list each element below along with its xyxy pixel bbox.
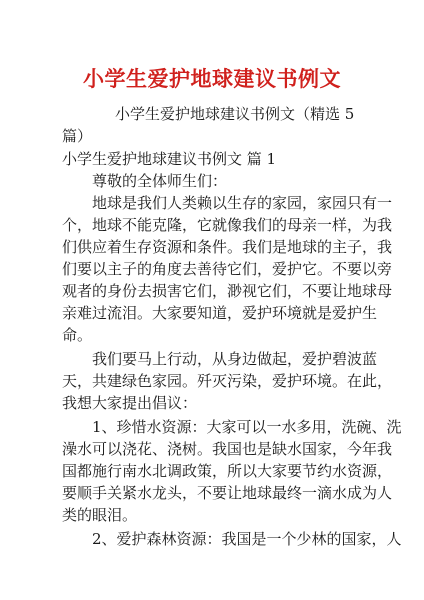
salutation: 尊敬的全体师生们： xyxy=(92,172,228,190)
paragraph-line: 我们要马上行动，从身边做起，爱护碧波蓝 xyxy=(92,350,378,368)
paragraph-line: 2、爱护森林资源：我国是一个少林的国家，人 xyxy=(92,530,402,548)
subtitle-line: 小学生爱护地球建议书例文（精选 5 xyxy=(115,105,355,123)
paragraph-line: 命。 xyxy=(62,326,93,344)
paragraph-line: 我想大家提出倡议： xyxy=(62,394,198,412)
paragraph-line: 国都施行南水北调政策，所以大家要节约水资源， xyxy=(62,462,393,480)
paragraph-line: 观者的身份去损害它们，渺视它们，不要让地球母 xyxy=(62,282,393,300)
paragraph-line: 澡水可以浇花、浇树。我国也是缺水国家，今年我 xyxy=(62,440,393,458)
paragraph-line: 地球是我们人类赖以生存的家园，家园只有一 xyxy=(92,194,393,212)
section-heading: 小学生爱护地球建议书例文 篇 1 xyxy=(62,150,277,168)
paragraph-line: 类的眼泪。 xyxy=(62,506,138,524)
document-title: 小学生爱护地球建议书例文 xyxy=(83,66,341,91)
paragraph-line: 们要以主子的角度去善待它们，爱护它。不要以旁 xyxy=(62,260,393,278)
subtitle-line: 篇） xyxy=(62,127,93,145)
paragraph-line: 要顺手关紧水龙头，不要让地球最终一滴水成为人 xyxy=(62,484,393,502)
paragraph-line: 1、珍惜水资源：大家可以一水多用，洗碗、洗 xyxy=(92,418,402,436)
paragraph-line: 亲难过流泪。大家要知道，爱护环境就是爱护生 xyxy=(62,304,378,322)
paragraph-line: 天，共建绿色家园。歼灭污染，爱护环境。在此， xyxy=(62,372,393,390)
paragraph-line: 们供应着生存资源和条件。我们是地球的主子，我 xyxy=(62,238,393,256)
paragraph-line: 个，地球不能克隆，它就像我们的母亲一样，为我 xyxy=(62,216,393,234)
